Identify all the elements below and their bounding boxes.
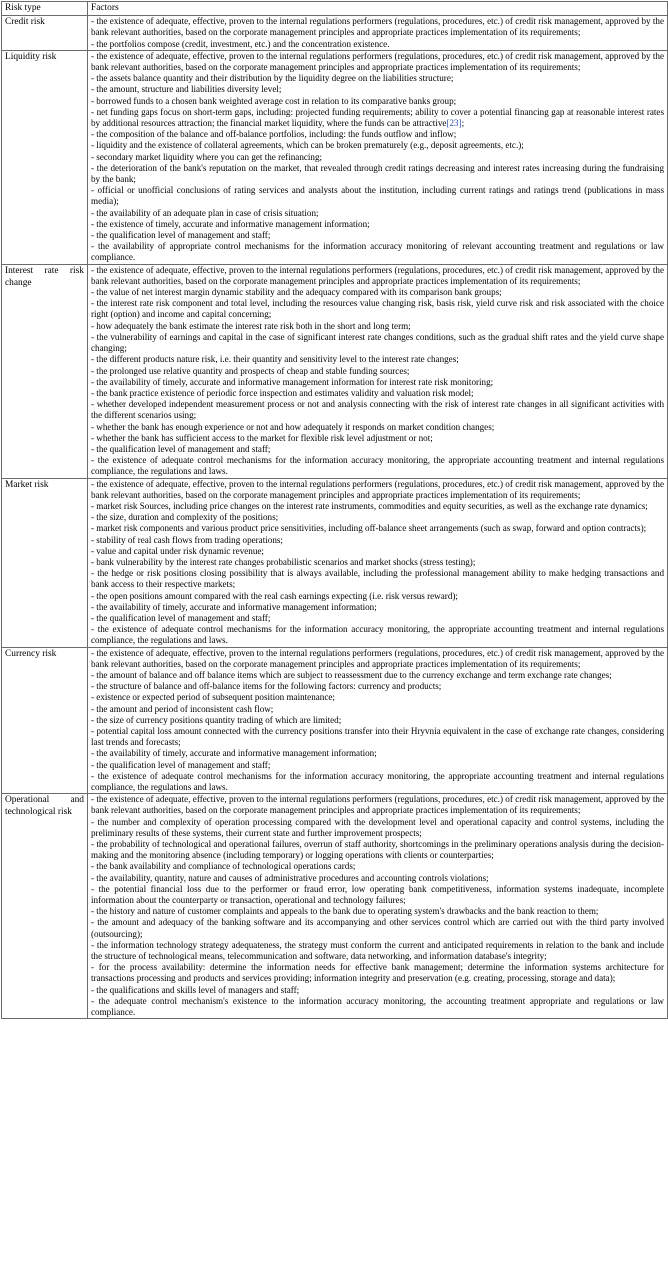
factor-text: - the composition of the balance and off-balance portfolios, including: the funds outflow and inflow; [91,129,457,140]
factor-text: - the size of currency positions quantity trading of which are limited; [91,714,342,725]
factor-text: - the size, duration and complexity of the positions; [91,512,279,523]
factor-item [91,535,664,546]
factor-text: - market risk components and various product price sensitivities, including off-balance sheet arrangements (such as swap, forward and option contracts); [91,523,647,534]
factors-cell [88,16,668,51]
factor-item [91,557,664,568]
factor-item [91,219,664,230]
table-row [2,478,668,647]
factor-text: - the existence of adequate, effective, proven to the internal regulations performers (regulations, procedures, etc.) of credit risk management, approved by the bank relevant authorities, based on the corporate management principles and appropriate practices implementation of its requirements; [91,647,664,669]
table-row [2,16,668,51]
factor-item [91,906,664,917]
factor-item [91,613,664,624]
factor-text: - potential capital loss amount connected with the currency positions transfer into their Hryvnia equivalent in the case of exchange rate changes, considering last trends and forecasts; [91,726,664,748]
table-row [2,794,668,1019]
factor-item [91,794,664,816]
factor-text: - whether the bank has sufficient access to the market for flexible risk level adjustment or not; [91,432,433,443]
factor-item [91,287,664,298]
factor-text: - the qualification level of management and staff; [91,759,271,770]
factor-item [91,817,664,839]
factor-item [91,523,664,534]
factor-item [91,107,664,129]
factor-text: - the amount and adequacy of the banking software and its accompanying and other services control which are carried out with the third party involved (outsourcing); [91,917,664,939]
factor-item [91,185,664,207]
factor-item [91,230,664,241]
factor-item [91,332,664,354]
factor-item [91,96,664,107]
factor-text: - the bank practice existence of periodic force inspection and estimates validity and valuation risk model; [91,387,474,398]
factor-text: - the amount, structure and liabilities diversity level; [91,84,282,95]
factor-item [91,388,664,399]
factor-text: - the existence of adequate, effective, proven to the internal regulations performers (regulations, procedures, etc.) of credit risk management, approved by the bank relevant authorities, based on the corporate management principles and appropriate practices implementation of its requirements; [91,264,664,286]
factor-text: - the qualifications and skills level of managers and staff; [91,984,300,995]
factor-item [91,602,664,613]
factor-text: - the qualification level of management and staff; [91,612,271,623]
factors-cell [88,647,668,794]
factor-text: - the number and complexity of operation processing compared with the development level and operational capacity and control systems, including the preliminary results of these systems, their current state and further improvement prospects; [91,816,664,838]
factor-text: - the probability of technological and operational failures, overrun of staff authority, shortcomings in the preliminary operations analysis during the decision-making and the monitoring absence (including temporary) or logging operations with clients or counterparties; [91,839,664,861]
factor-text: - the existence of adequate, effective, proven to the internal regulations performers (regulations, procedures, etc.) of credit risk management, approved by the bank relevant authorities, based on the corporate management principles and appropriate practices implementation of its requirements; [91,478,664,500]
factor-item [91,16,664,38]
factor-item [91,265,664,287]
factor-item [91,917,664,939]
table-row [2,50,668,264]
factor-item [91,873,664,884]
factor-text: - the existence of adequate, effective, proven to the internal regulations performers (regulations, procedures, etc.) of credit risk management, approved by the bank relevant authorities, based on the corporate management principles and appropriate practices implementation of its requirements; [91,16,664,38]
factor-text: - the information technology strategy adequateness, the strategy must conform the current and anticipated requirements in relation to the bank and include the structure of technological means, telecommunication and software, data networking, and information database's integrity; [91,939,664,962]
factor-text: - the structure of balance and off-balance items for the following factors: currency and products; [91,681,442,692]
factor-item [91,377,664,388]
header-risk-type: Risk type [2,2,88,16]
factor-item [91,839,664,861]
factor-text: - the open positions amount compared with the real cash earnings expecting (i.e. risk versus reward); [91,590,458,601]
factor-item [91,648,664,670]
factors-cell [88,478,668,647]
factor-text: - the existence of adequate, effective, proven to the internal regulations performers (regulations, procedures, etc.) of credit risk management, approved by the bank relevant authorities, based on the corporate management principles and appropriate practices implementation of its requirements; [91,50,664,73]
factor-text: - whether developed independent measurement process or not and analysis connecting with the risk of interest rate changes in all significant activities with the different scenarios using; [91,399,664,421]
factor-item [91,940,664,962]
factor-item [91,84,664,95]
factor-text: - market risk Sources, including price changes on the interest rate instruments, commodities and equity securities, as well as the exchange rate dynamics; [91,500,648,511]
header-factors: Factors [88,2,668,16]
factor-item [91,670,664,681]
factor-item [91,152,664,163]
factor-text: - the amount and period of inconsistent cash flow; [91,703,274,714]
factor-text: - stability of real cash flows from trading operations; [91,534,283,545]
factors-cell [88,264,668,478]
factor-item [91,433,664,444]
factor-item [91,681,664,692]
factor-item [91,985,664,996]
factor-text: - the amount of balance and off balance items which are subject to reassessment due to the currency exchange and term exchange rate changes; [91,669,612,680]
citation-link[interactable]: [23] [446,118,462,129]
factors-cell [88,794,668,1019]
factor-item [91,884,664,906]
factor-text: - bank vulnerability by the interest rate changes probabilistic scenarios and market shocks (stress testing); [91,556,476,567]
factor-text: - the prolonged use relative quantity and prospects of cheap and stable funding sources; [91,365,410,376]
factor-item [91,692,664,703]
factor-text: - the bank availability and compliance of technological operations cards; [91,861,356,872]
factor-text: - existence or expected period of subsequent position maintenance; [91,692,335,703]
factor-item [91,624,664,646]
factor-text: - the availability of timely, accurate and informative management information for interest rate risk monitoring; [91,376,494,387]
risk-type-cell: Operational and technological risk [2,794,88,1019]
factor-item [91,861,664,872]
factor-item [91,321,664,332]
factor-text: - the assets balance quantity and their distribution by the liquidity degree on the liabilities structure; [91,73,454,84]
factor-item [91,512,664,523]
factor-item [91,422,664,433]
table-row [2,264,668,478]
factor-text: - the interest rate risk component and total level, including the resources value changing risk, basis risk, yield curve risk and risk associated with the choice right (option) and income and capital concerning; [91,298,664,320]
factor-text: - the qualification level of management and staff; [91,230,271,241]
factor-text: - the existence of adequate control mechanisms for the information accuracy monitoring, the appropriate accounting treatment and internal regulations compliance, the regulations and laws. [91,770,664,793]
factor-item [91,163,664,185]
factor-text: - the deterioration of the bank's reputation on the market, that revealed through credit ratings decreasing and interest rates increasing during the fundraising by the bank; [91,162,664,185]
factor-item [91,501,664,512]
factor-text: - the vulnerability of earnings and capital in the case of significant interest rate changes conditions, such as the gradual shift rates and the yield curve shape changing; [91,331,664,354]
factor-item [91,298,664,320]
factor-item [91,962,664,984]
factor-item [91,760,664,771]
risk-type-cell: Liquidity risk [2,50,88,264]
factor-item [91,748,664,759]
factor-text: - net funding gaps focus on short-term gaps, including: projected funding requirements; ability to cover a potential financing gap at reasonable interest rates by additional resources attraction; the financial market liquidity, where the funds can be attractive [91,106,664,129]
factor-item [91,546,664,557]
factor-text: - official or unofficial conclusions of rating services and analysts about the institution, including current ratings and ratings trend (publications in mass media); [91,185,664,207]
factor-item [91,455,664,477]
factor-text: - the availability of timely, accurate and informative management information; [91,748,377,759]
factor-text: - value and capital under risk dynamic revenue; [91,545,264,556]
factor-item [91,354,664,365]
factor-text: - the existence of adequate, effective, proven to the internal regulations performers (regulations, procedures, etc.) of credit risk management, approved by the bank relevant authorities, based on the corporate management principles and appropriate practices implementation of its requirements; [91,794,664,816]
factor-text: - the portfolios compose (credit, investment, etc.) and the concentration existence. [91,38,390,49]
factor-item [91,479,664,501]
factor-text: - the availability, quantity, nature and causes of administrative procedures and accounting controls violations; [91,872,489,883]
factor-text: - how adequately the bank estimate the interest rate risk both in the short and long term; [91,320,411,331]
factor-item [91,51,664,73]
factor-text: - borrowed funds to a chosen bank weighted average cost in relation to its comparative banks group; [91,95,457,106]
factor-item [91,241,664,263]
risk-type-cell: Credit risk [2,16,88,51]
factor-item [91,704,664,715]
table-header-row [2,2,668,16]
factor-text: - the existence of adequate control mechanisms for the information accuracy monitoring, the appropriate accounting treatment and internal regulations compliance, the regulations and laws. [91,624,664,646]
factor-text: - the existence of adequate control mechanisms for the information accuracy monitoring, the appropriate accounting treatment and internal regulations compliance, the regulations and laws. [91,455,664,477]
factor-text: - the history and nature of customer complaints and appeals to the bank due to operating system's drawbacks and the bank reaction to them; [91,906,599,917]
factor-text: - the availability of appropriate control mechanisms for the information accuracy monitoring of relevant accounting treatment and regulations or law compliance. [91,241,664,263]
factor-item [91,399,664,421]
factor-item [91,444,664,455]
factor-item [91,73,664,84]
factor-item [91,39,664,50]
factor-text: - secondary market liquidity where you can get the refinancing; [91,151,323,162]
risk-type-cell: Market risk [2,478,88,647]
risk-type-cell: Interest rate risk change [2,264,88,478]
factor-text: - the potential financial loss due to the performer or fraud error, low operating bank competitiveness, information systems inadequate, incomplete information about the counterparty or transaction, operational and technology failures; [91,883,664,906]
factor-item [91,366,664,377]
risk-type-cell: Currency risk [2,647,88,794]
factor-item [91,715,664,726]
factor-text: - the different products nature risk, i.e. their quantity and sensitivity level to the interest rate changes; [91,354,459,365]
factor-text: - liquidity and the existence of collateral agreements, which can be broken prematurely (e.g., deposit agreements, etc.); [91,140,524,151]
factor-item [91,129,664,140]
factor-text: - the availability of timely, accurate and informative management information; [91,601,377,612]
factor-item [91,568,664,590]
factor-item [91,726,664,748]
factor-text: - the availability of an adequate plan in case of crisis situation; [91,207,319,218]
table-row [2,647,668,794]
factor-text: - the qualification level of management and staff; [91,443,271,454]
factor-item [91,771,664,793]
factor-item [91,208,664,219]
factor-text: - the hedge or risk positions closing possibility that is always available, including the professional management ability to make hedging transactions and bank access to their respective markets; [91,568,664,590]
factor-item [91,996,664,1018]
factor-item [91,140,664,151]
factor-text: - the adequate control mechanism's existence to the information accuracy monitoring, the accounting treatment appropriate and regulations or law compliance. [91,995,664,1018]
factor-text: - the value of net interest margin dynamic stability and the adequacy compared with its comparison bank groups; [91,287,502,298]
factors-cell [88,50,668,264]
risk-factors-table [1,1,668,1019]
factor-text: - the existence of timely, accurate and informative management information; [91,218,370,229]
table-body [2,16,668,1019]
factor-text: - for the process availability: determine the information needs for effective bank management; determine the information systems architecture for transactions processing and products and services providing; information integrity and preservation (e.g. creating, processing, storage and data); [91,962,664,984]
factor-text-tail: ; [461,118,465,129]
factor-item [91,591,664,602]
factor-text: - whether the bank has enough experience or not and how adequately it responds on market condition changes; [91,421,495,432]
